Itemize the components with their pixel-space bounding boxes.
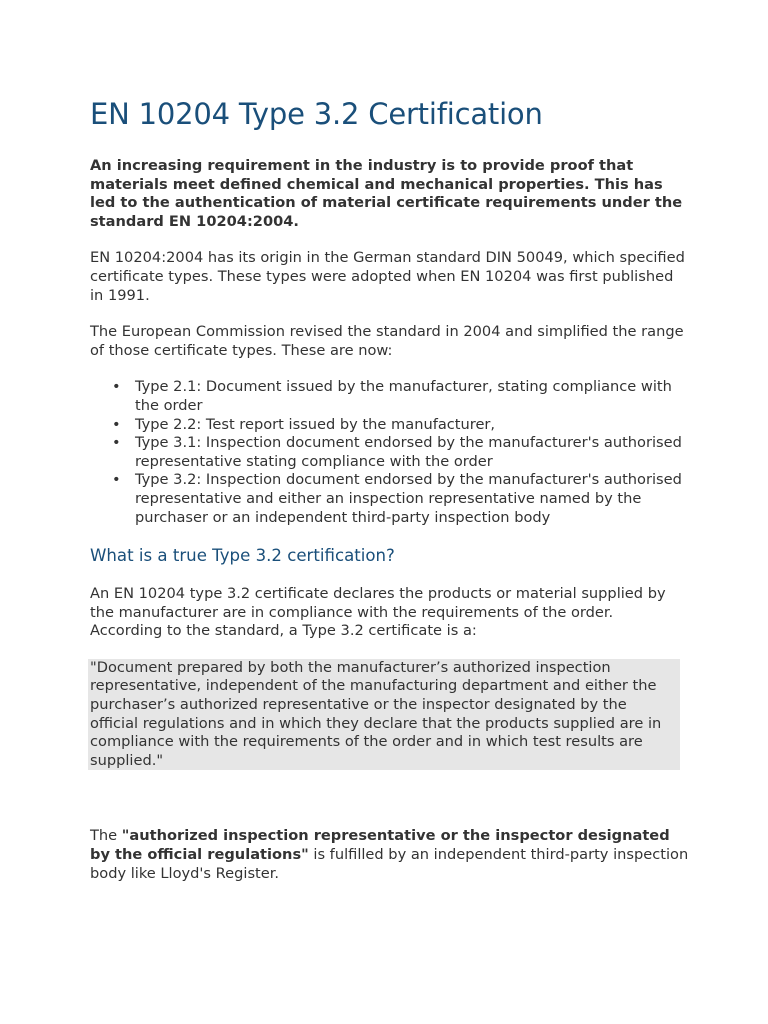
list-item xyxy=(112,415,690,435)
bullet-icon: • xyxy=(112,415,121,433)
definition-paragraph: An EN 10204 type 3.2 certificate declares the products or material supplied by the manufacturer are in compliance with the requirements of the order. According to the standard, a Type 3.2 certificate is a: xyxy=(90,585,666,640)
intro-paragraph: An increasing requirement in the industry is to provide proof that materials meet defined chemical and mechanical properties. This has led to the authentication of material certificate requirements under the standard EN 10204:2004. xyxy=(90,157,683,230)
list-item-text: Type 3.1: Inspection document endorsed by the manufacturer's authorised representative stating compliance with the order xyxy=(135,434,682,470)
closing-rest: is fulfilled by an independent third-party inspection body like Lloyd's Register. xyxy=(90,846,689,882)
list-item-text: Type 2.2: Test report issued by the manufacturer, xyxy=(135,415,496,433)
section-heading: What is a true Type 3.2 certification? xyxy=(90,546,395,566)
list-item-text: Type 2.1: Document issued by the manufacturer, stating compliance with the order xyxy=(135,378,672,414)
page-title: EN 10204 Type 3.2 Certification xyxy=(90,97,543,131)
closing-bold-phrase: "authorized inspection representative or the inspector designated by the official regulations" xyxy=(90,827,670,864)
certificate-types-list xyxy=(90,378,690,527)
closing-paragraph xyxy=(90,827,690,883)
spacer xyxy=(90,770,690,827)
bullet-icon: • xyxy=(112,471,121,489)
document-page xyxy=(90,96,690,883)
closing-lead: The xyxy=(90,827,122,845)
standard-quote: "Document prepared by both the manufacturer’s authorized inspection representative, independent of the manufacturing department and either the purchaser’s authorized representative or the inspector designated by the official regulations and in which they declare that the products supplied are in compliance with the requirements of the order and in which test results are supplied." xyxy=(88,659,680,771)
list-item xyxy=(112,471,690,527)
bullet-icon: • xyxy=(112,378,121,396)
list-item xyxy=(112,434,690,471)
list-item-text: Type 3.2: Inspection document endorsed by the manufacturer's authorised representative and either an inspection representative named by the purchaser or an independent third-party inspection body xyxy=(135,471,682,526)
origin-paragraph: EN 10204:2004 has its origin in the German standard DIN 50049, which specified certificate types. These types were adopted when EN 10204 was first published in 1991. xyxy=(90,249,685,304)
revision-paragraph: The European Commission revised the standard in 2004 and simplified the range of those certificate types. These are now: xyxy=(90,323,684,359)
list-item xyxy=(112,378,690,415)
bullet-icon: • xyxy=(112,434,121,452)
